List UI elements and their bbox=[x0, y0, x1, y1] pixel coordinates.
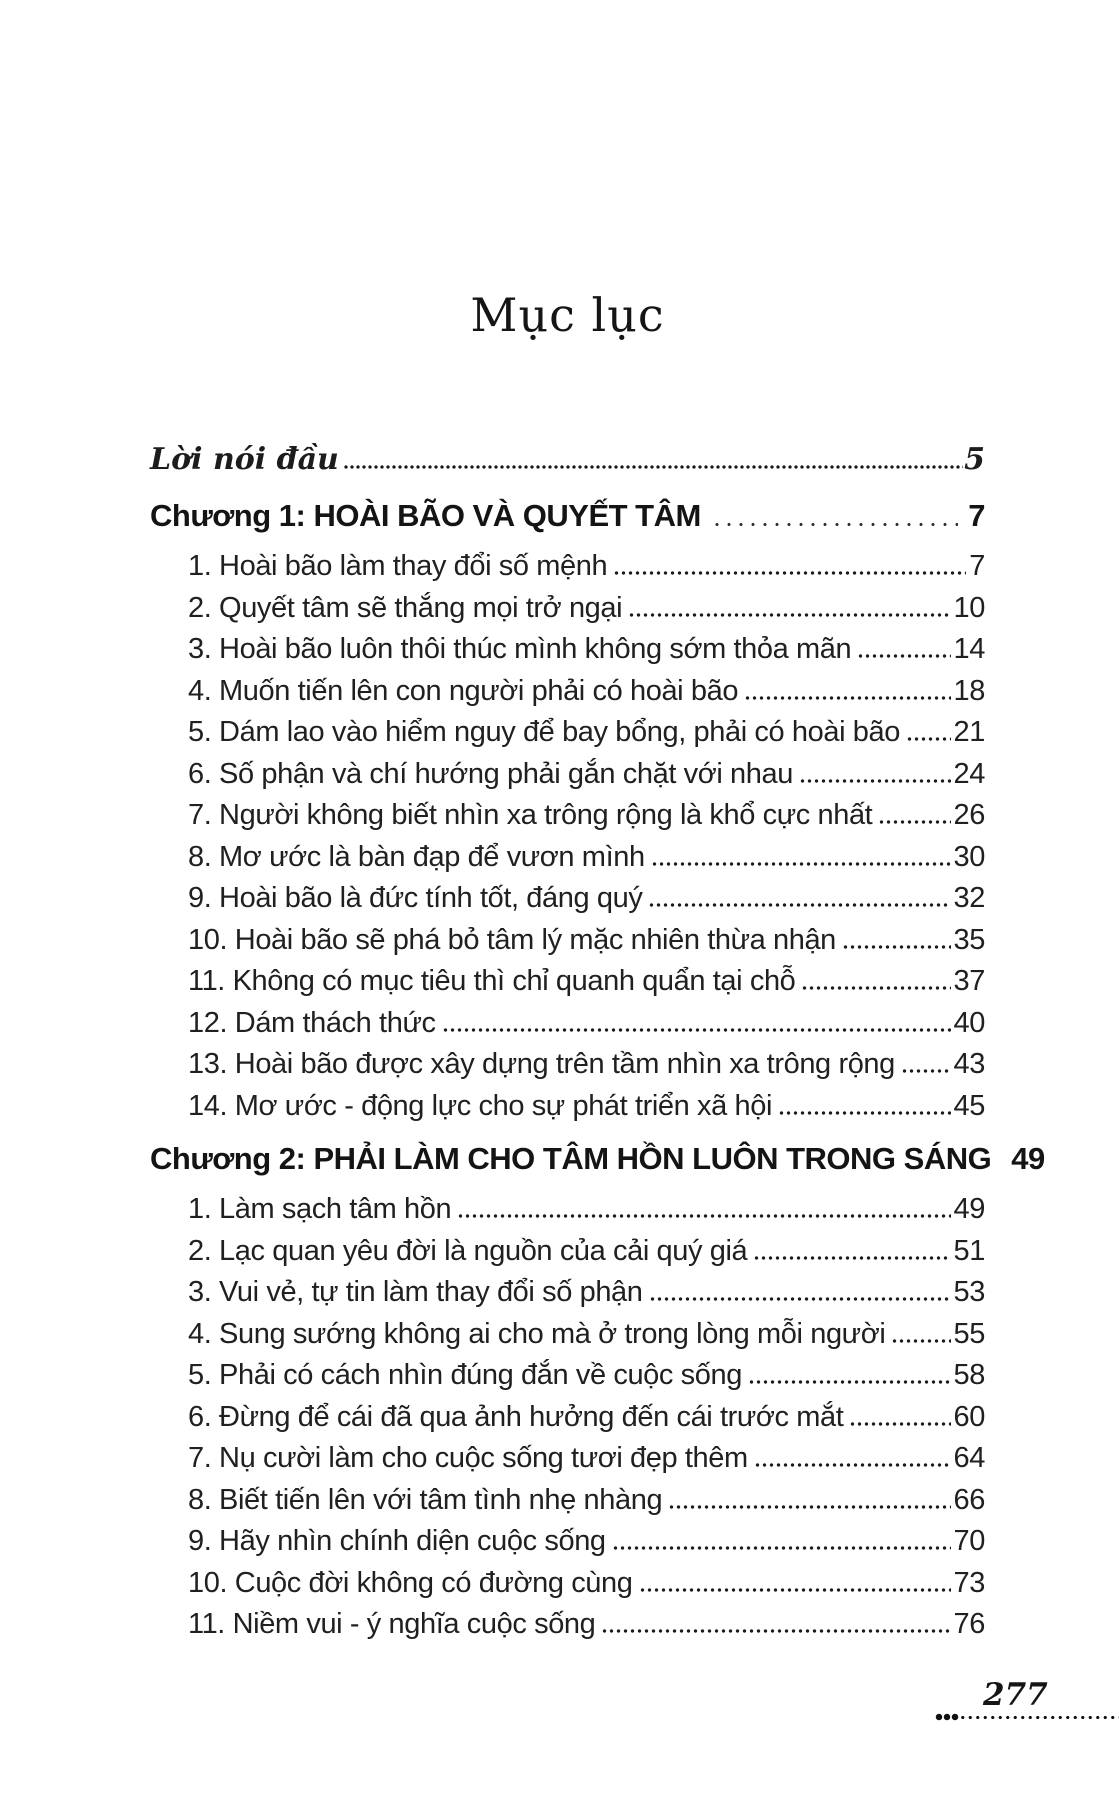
toc-preface-label: Lời nói đầu bbox=[150, 442, 339, 477]
dot-leader bbox=[748, 1380, 951, 1384]
toc-entry bbox=[150, 1276, 985, 1318]
dot-leader bbox=[668, 1505, 950, 1509]
toc-entry-page-number: 24 bbox=[953, 757, 985, 790]
footer-dotted-rule bbox=[935, 1713, 1119, 1721]
toc-entry-page-number: 14 bbox=[953, 633, 985, 665]
toc-entry-page-number: 58 bbox=[953, 1359, 985, 1391]
toc-entry-page-number: 64 bbox=[953, 1442, 985, 1474]
toc-entry-label: 2. Lạc quan yêu đời là nguồn của cải quý giá bbox=[188, 1234, 748, 1267]
toc-entry bbox=[150, 1567, 985, 1609]
toc-entry-page-number: 40 bbox=[953, 1006, 985, 1039]
toc-entry bbox=[150, 1608, 985, 1650]
toc-entry-label: 7. Nụ cười làm cho cuộc sống tươi đẹp thêm bbox=[188, 1442, 748, 1474]
toc-entry bbox=[150, 1484, 985, 1526]
toc-entry-page-number: 35 bbox=[953, 923, 985, 956]
toc-chapter-heading-label: Chương 2: PHẢI LÀM CHO TÂM HỒN LUÔN TRONG SÁNG bbox=[150, 1141, 992, 1176]
toc-entry-page-number: 45 bbox=[953, 1089, 985, 1122]
toc-entry-label: 10. Hoài bão sẽ phá bỏ tâm lý mặc nhiên thừa nhận bbox=[188, 923, 836, 956]
toc-entry-page-number: 60 bbox=[953, 1400, 985, 1433]
toc-entry bbox=[150, 1318, 985, 1360]
dot-leader bbox=[613, 571, 966, 575]
toc-entry-label: 6. Số phận và chí hướng phải gắn chặt với nhau bbox=[188, 757, 793, 790]
toc-entry bbox=[150, 1235, 985, 1277]
toc-entry-page-number: 37 bbox=[953, 965, 985, 997]
dot-leader bbox=[754, 1463, 951, 1467]
toc-entry bbox=[150, 633, 985, 675]
dot-leader bbox=[744, 696, 950, 700]
toc-entry-page-number: 30 bbox=[953, 840, 985, 873]
dot-leader bbox=[753, 1256, 950, 1260]
toc-entry-label: 1. Hoài bão làm thay đổi số mệnh bbox=[188, 550, 608, 582]
toc-entry bbox=[150, 965, 985, 1007]
dot-leader bbox=[639, 1588, 951, 1592]
dot-leader bbox=[343, 465, 963, 469]
toc-entry-label: 9. Hãy nhìn chính diện cuộc sống bbox=[188, 1525, 606, 1557]
toc-entry-page-number: 49 bbox=[953, 1193, 985, 1225]
toc-entry bbox=[150, 1048, 985, 1090]
dot-leader bbox=[457, 1214, 950, 1218]
toc-entry bbox=[150, 1359, 985, 1401]
toc-entry-label: 6. Đừng để cái đã qua ảnh hưởng đến cái trước mắt bbox=[188, 1400, 844, 1433]
toc-entry-page-number: 66 bbox=[953, 1483, 985, 1516]
footer-small-dots bbox=[959, 1715, 1119, 1720]
toc-entry-label: 3. Vui vẻ, tự tin làm thay đổi số phận bbox=[188, 1276, 643, 1308]
toc-entry-page-number: 43 bbox=[953, 1048, 985, 1080]
dot-leader bbox=[711, 523, 958, 526]
toc-entry-label: 8. Biết tiến lên với tâm tình nhẹ nhàng bbox=[188, 1483, 663, 1516]
toc-entry bbox=[150, 924, 985, 966]
toc-entry-page-number: 10 bbox=[953, 591, 985, 624]
toc-entry-page-number: 76 bbox=[953, 1608, 985, 1640]
toc-entry bbox=[150, 841, 985, 883]
dot-leader bbox=[648, 903, 950, 907]
dot-leader bbox=[878, 820, 950, 824]
toc-entry-label: 13. Hoài bão được xây dựng trên tầm nhìn xa trông rộng bbox=[188, 1048, 895, 1080]
dot-leader bbox=[842, 945, 951, 949]
dot-leader bbox=[778, 1111, 951, 1115]
toc-entry-page-number: 53 bbox=[953, 1276, 985, 1308]
toc-entry-label: 9. Hoài bão là đức tính tốt, đáng quý bbox=[188, 882, 643, 914]
toc-entry bbox=[150, 550, 985, 592]
toc-chapter-heading bbox=[150, 498, 985, 544]
toc-entry-label: 4. Muốn tiến lên con người phải có hoài bão bbox=[188, 674, 739, 707]
dot-leader bbox=[857, 654, 950, 658]
dot-leader bbox=[628, 613, 950, 617]
dot-leader bbox=[799, 779, 951, 783]
dot-leader bbox=[442, 1028, 951, 1032]
table-of-contents bbox=[150, 442, 1045, 1650]
toc-entry-page-number: 32 bbox=[953, 882, 985, 914]
toc-entry-label: 11. Không có mục tiêu thì chỉ quanh quẩn tại chỗ bbox=[188, 965, 796, 997]
toc-entry-page-number: 73 bbox=[953, 1566, 985, 1599]
dot-leader bbox=[901, 1069, 951, 1073]
toc-chapter-heading-page-number: 7 bbox=[968, 498, 985, 533]
toc-entry bbox=[150, 675, 985, 717]
toc-chapter-heading-label: Chương 1: HOÀI BÃO VÀ QUYẾT TÂM bbox=[150, 498, 701, 533]
toc-entry-page-number: 51 bbox=[953, 1234, 985, 1267]
toc-entry-label: 5. Phải có cách nhìn đúng đắn về cuộc sống bbox=[188, 1359, 742, 1391]
toc-entry bbox=[150, 1401, 985, 1443]
toc-entry-label: 1. Làm sạch tâm hồn bbox=[188, 1193, 452, 1225]
page-title: Mục lục bbox=[470, 288, 665, 342]
toc-entry-label: 8. Mơ ước là bàn đạp để vươn mình bbox=[188, 840, 645, 873]
toc-entry bbox=[150, 758, 985, 800]
dot-leader bbox=[849, 1422, 950, 1426]
toc-chapter-heading-page-number: 49 bbox=[1011, 1141, 1045, 1176]
toc-entry-label: 7. Người không biết nhìn xa trông rộng là khổ cực nhất bbox=[188, 799, 873, 831]
toc-entry-page-number: 55 bbox=[953, 1317, 985, 1350]
toc-entry-label: 2. Quyết tâm sẽ thắng mọi trở ngại bbox=[188, 591, 623, 624]
footer-big-dots bbox=[935, 1713, 959, 1721]
toc-entry bbox=[150, 1442, 985, 1484]
toc-preface-page-number: 5 bbox=[964, 442, 985, 477]
page-footer bbox=[935, 1677, 1119, 1721]
dot-leader bbox=[601, 1629, 950, 1633]
dot-leader bbox=[906, 737, 951, 741]
toc-entry-label: 4. Sung sướng không ai cho mà ở trong lòng mỗi người bbox=[188, 1317, 886, 1350]
toc-entry-label: 14. Mơ ước - động lực cho sự phát triển xã hội bbox=[188, 1089, 773, 1122]
toc-preface bbox=[150, 442, 985, 488]
dot-leader bbox=[891, 1339, 950, 1343]
toc-entry-label: 10. Cuộc đời không có đường cùng bbox=[188, 1566, 633, 1599]
toc-entry-label: 5. Dám lao vào hiểm nguy để bay bổng, phải có hoài bão bbox=[188, 716, 900, 748]
toc-entry-page-number: 18 bbox=[953, 674, 985, 707]
toc-entry-page-number: 26 bbox=[953, 799, 985, 831]
dot-leader bbox=[649, 1297, 951, 1301]
toc-entry bbox=[150, 1007, 985, 1049]
toc-entry bbox=[150, 1193, 985, 1235]
toc-entry-page-number: 7 bbox=[969, 550, 985, 582]
toc-entry-page-number: 21 bbox=[953, 716, 985, 748]
toc-entry bbox=[150, 1090, 985, 1132]
toc-entry-label: 3. Hoài bão luôn thôi thúc mình không sớm thỏa mãn bbox=[188, 633, 852, 665]
dot-leader bbox=[801, 986, 950, 990]
toc-entry bbox=[150, 716, 985, 758]
toc-entry-label: 11. Niềm vui - ý nghĩa cuộc sống bbox=[188, 1608, 596, 1640]
dot-leader bbox=[651, 862, 951, 866]
dot-leader bbox=[612, 1546, 951, 1550]
toc-entry bbox=[150, 592, 985, 634]
toc-entry bbox=[150, 1525, 985, 1567]
toc-entry bbox=[150, 799, 985, 841]
folio-page-number: 277 bbox=[983, 1677, 1048, 1713]
toc-entry bbox=[150, 882, 985, 924]
toc-entry-page-number: 70 bbox=[953, 1525, 985, 1557]
toc-chapter-heading bbox=[150, 1141, 1045, 1187]
toc-entry-label: 12. Dám thách thức bbox=[188, 1006, 436, 1039]
